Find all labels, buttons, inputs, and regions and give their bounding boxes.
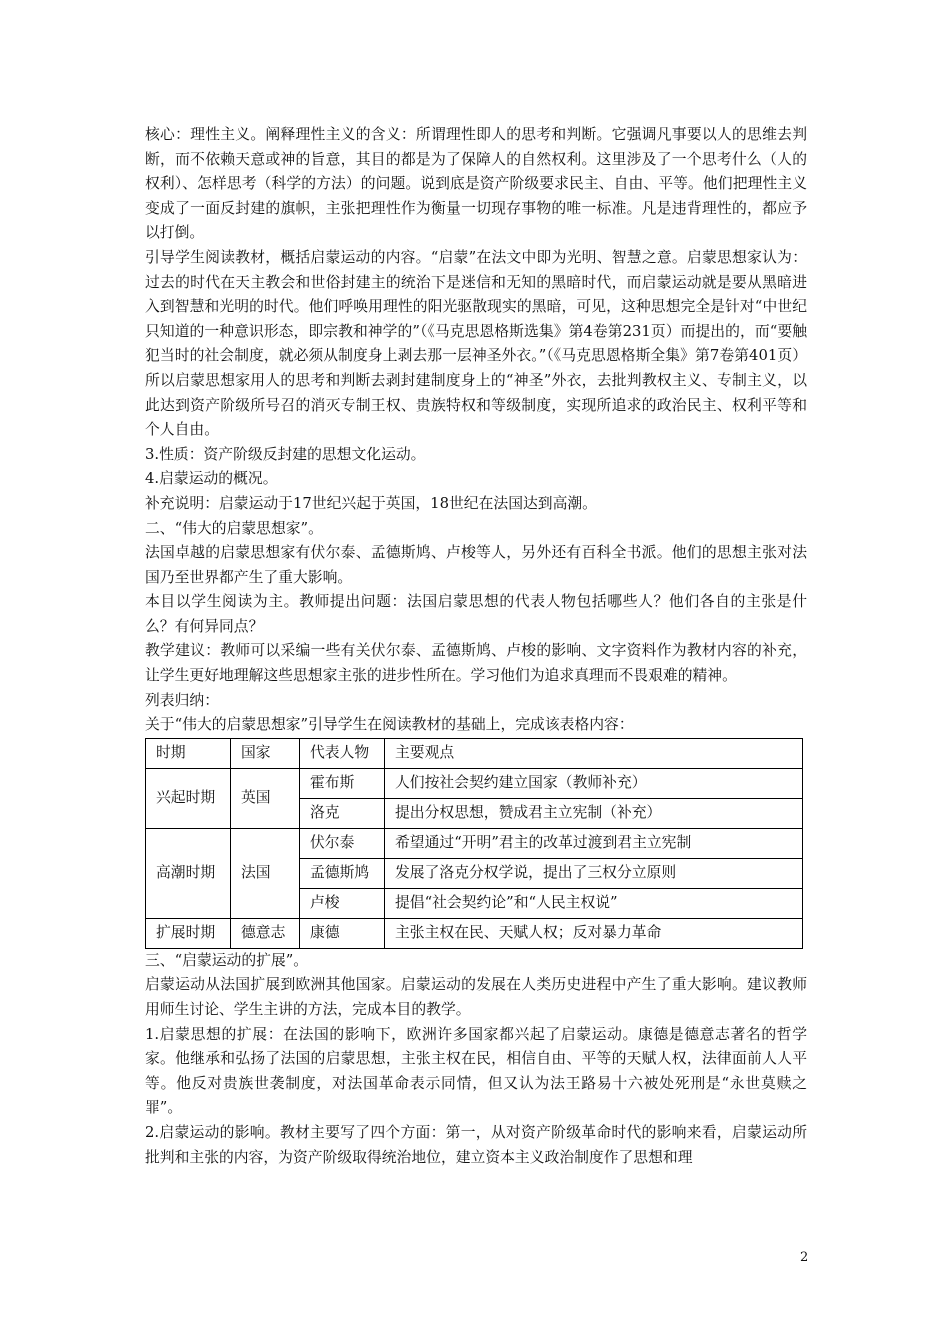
table-row [146,918,803,948]
bottom-section [145,949,807,1170]
paragraph: 2.启蒙运动的影响。教材主要写了四个方面：第一，从对资产阶级革命时代的影响来看，启蒙运动所批判和主张的内容，为资产阶级取得统治地位，建立资本主义政治制度作了思想和理 [145,1124,807,1166]
document-body [145,123,807,1170]
paragraph: 法国卓越的启蒙思想家有伏尔泰、孟德斯鸠、卢梭等人，另外还有百科全书派。他们的思想主张对法国乃至世界都产生了重大影响。 [145,544,807,586]
country-cell: 德意志 [231,918,300,948]
table-row [146,768,803,798]
view-cell: 提倡“社会契约论”和“人民主权说” [385,888,803,918]
thinkers-table [145,738,803,949]
view-cell: 希望通过“开明”君主的改革过渡到君主立宪制 [385,828,803,858]
person-cell: 康德 [300,918,385,948]
period-cell: 高潮时期 [146,828,231,918]
person-cell: 霍布斯 [300,768,385,798]
person-cell: 伏尔泰 [300,828,385,858]
paragraph: 本目以学生阅读为主。教师提出问题：法国启蒙思想的代表人物包括哪些人？他们各自的主张是什么？有何异同点？ [145,593,807,635]
table-header-cell: 主要观点 [385,738,803,768]
view-cell: 主张主权在民、天赋人权；反对暴力革命 [385,918,803,948]
paragraph: 核心：理性主义。阐释理性主义的含义：所谓理性即人的思考和判断。它强调凡事要以人的思维去判断，而不依赖天意或神的旨意，其目的都是为了保障人的自然权利。这里涉及了一个思考什么（人的权利）、怎样思考（科学的方法）的问题。说到底是资产阶级要求民主、自由、平等。他们把理性主义变成了一面反封建的旗帜，主张把理性作为衡量一切现存事物的唯一标准。凡是违背理性的，都应予以打倒。 [145,126,807,242]
paragraph: 列表归纳： [145,691,219,709]
country-cell: 英国 [231,768,300,828]
person-cell: 卢梭 [300,888,385,918]
paragraph: 4.启蒙运动的概况。 [145,470,278,488]
period-cell: 兴起时期 [146,768,231,828]
table-header-cell: 代表人物 [300,738,385,768]
paragraph: 3.性质：资产阶级反封建的思想文化运动。 [145,445,426,463]
paragraph: 关于“伟大的启蒙思想家”引导学生在阅读教材的基础上，完成该表格内容： [145,716,634,734]
view-cell: 人们按社会契约建立国家（教师补充） [385,768,803,798]
country-cell: 法国 [231,828,300,918]
top-section [145,123,807,738]
paragraph: 补充说明：启蒙运动于17世纪兴起于英国，18世纪在法国达到高潮。 [145,494,597,512]
section-heading: 三、“启蒙运动的扩展”。 [145,951,309,969]
period-cell: 扩展时期 [146,918,231,948]
paragraph: 启蒙运动从法国扩展到欧洲其他国家。启蒙运动的发展在人类历史进程中产生了重大影响。建议教师用师生讨论、学生主讲的方法，完成本目的教学。 [145,976,807,1019]
paragraph: 引导学生阅读教材，概括启蒙运动的内容。“启蒙”在法文中即为光明、智慧之意。启蒙思想家认为：过去的时代在天主教会和世俗封建主的统治下是迷信和无知的黑暗时代，而启蒙运动就是要从黑暗进入到智慧和光明的时代。他们呼唤用理性的阳光驱散现实的黑暗，可见，这种思想完全是针对“中世纪只知道的一种意识形态，即宗教和神学的”（《马克思恩格斯选集》第4卷第231页）而提出的，而“要触犯当时的社会制度，就必须从制度身上剥去那一层神圣外衣。”（《马克思恩格斯全集》第7卷第401页）所以启蒙思想家用人的思考和判断去剥封建制度身上的“神圣”外衣，去批判教权主义、专制主义，以此达到资产阶级所号召的消灭专制王权、贵族特权和等级制度，实现所追求的政治民主、权利平等和个人自由。 [145,248,807,439]
paragraph: 1.启蒙思想的扩展：在法国的影响下，欧洲许多国家都兴起了启蒙运动。康德是德意志著名的哲学家。他继承和弘扬了法国的启蒙思想，主张主权在民，相信自由、平等的天赋人权，法律面前人人平等。他反对贵族世袭制度，对法国革命表示同情，但又认为法王路易十六被处死刑是“永世莫赎之罪”。 [145,1025,807,1117]
table-header-row [146,738,803,768]
person-cell: 孟德斯鸠 [300,858,385,888]
person-cell: 洛克 [300,798,385,828]
view-cell: 提出分权思想，赞成君主立宪制（补充） [385,798,803,828]
paragraph: 教学建议：教师可以采编一些有关伏尔泰、孟德斯鸠、卢梭的影响、文字资料作为教材内容的补充，让学生更好地理解这些思想家主张的进步性所在。学习他们为追求真理而不畏艰难的精神。 [145,642,807,685]
table-header-cell: 国家 [231,738,300,768]
page-number: 2 [800,1250,809,1265]
table-header-cell: 时期 [146,738,231,768]
view-cell: 发展了洛克分权学说，提出了三权分立原则 [385,858,803,888]
table-row [146,828,803,858]
section-heading: 二、“伟大的启蒙思想家”。 [145,519,323,537]
